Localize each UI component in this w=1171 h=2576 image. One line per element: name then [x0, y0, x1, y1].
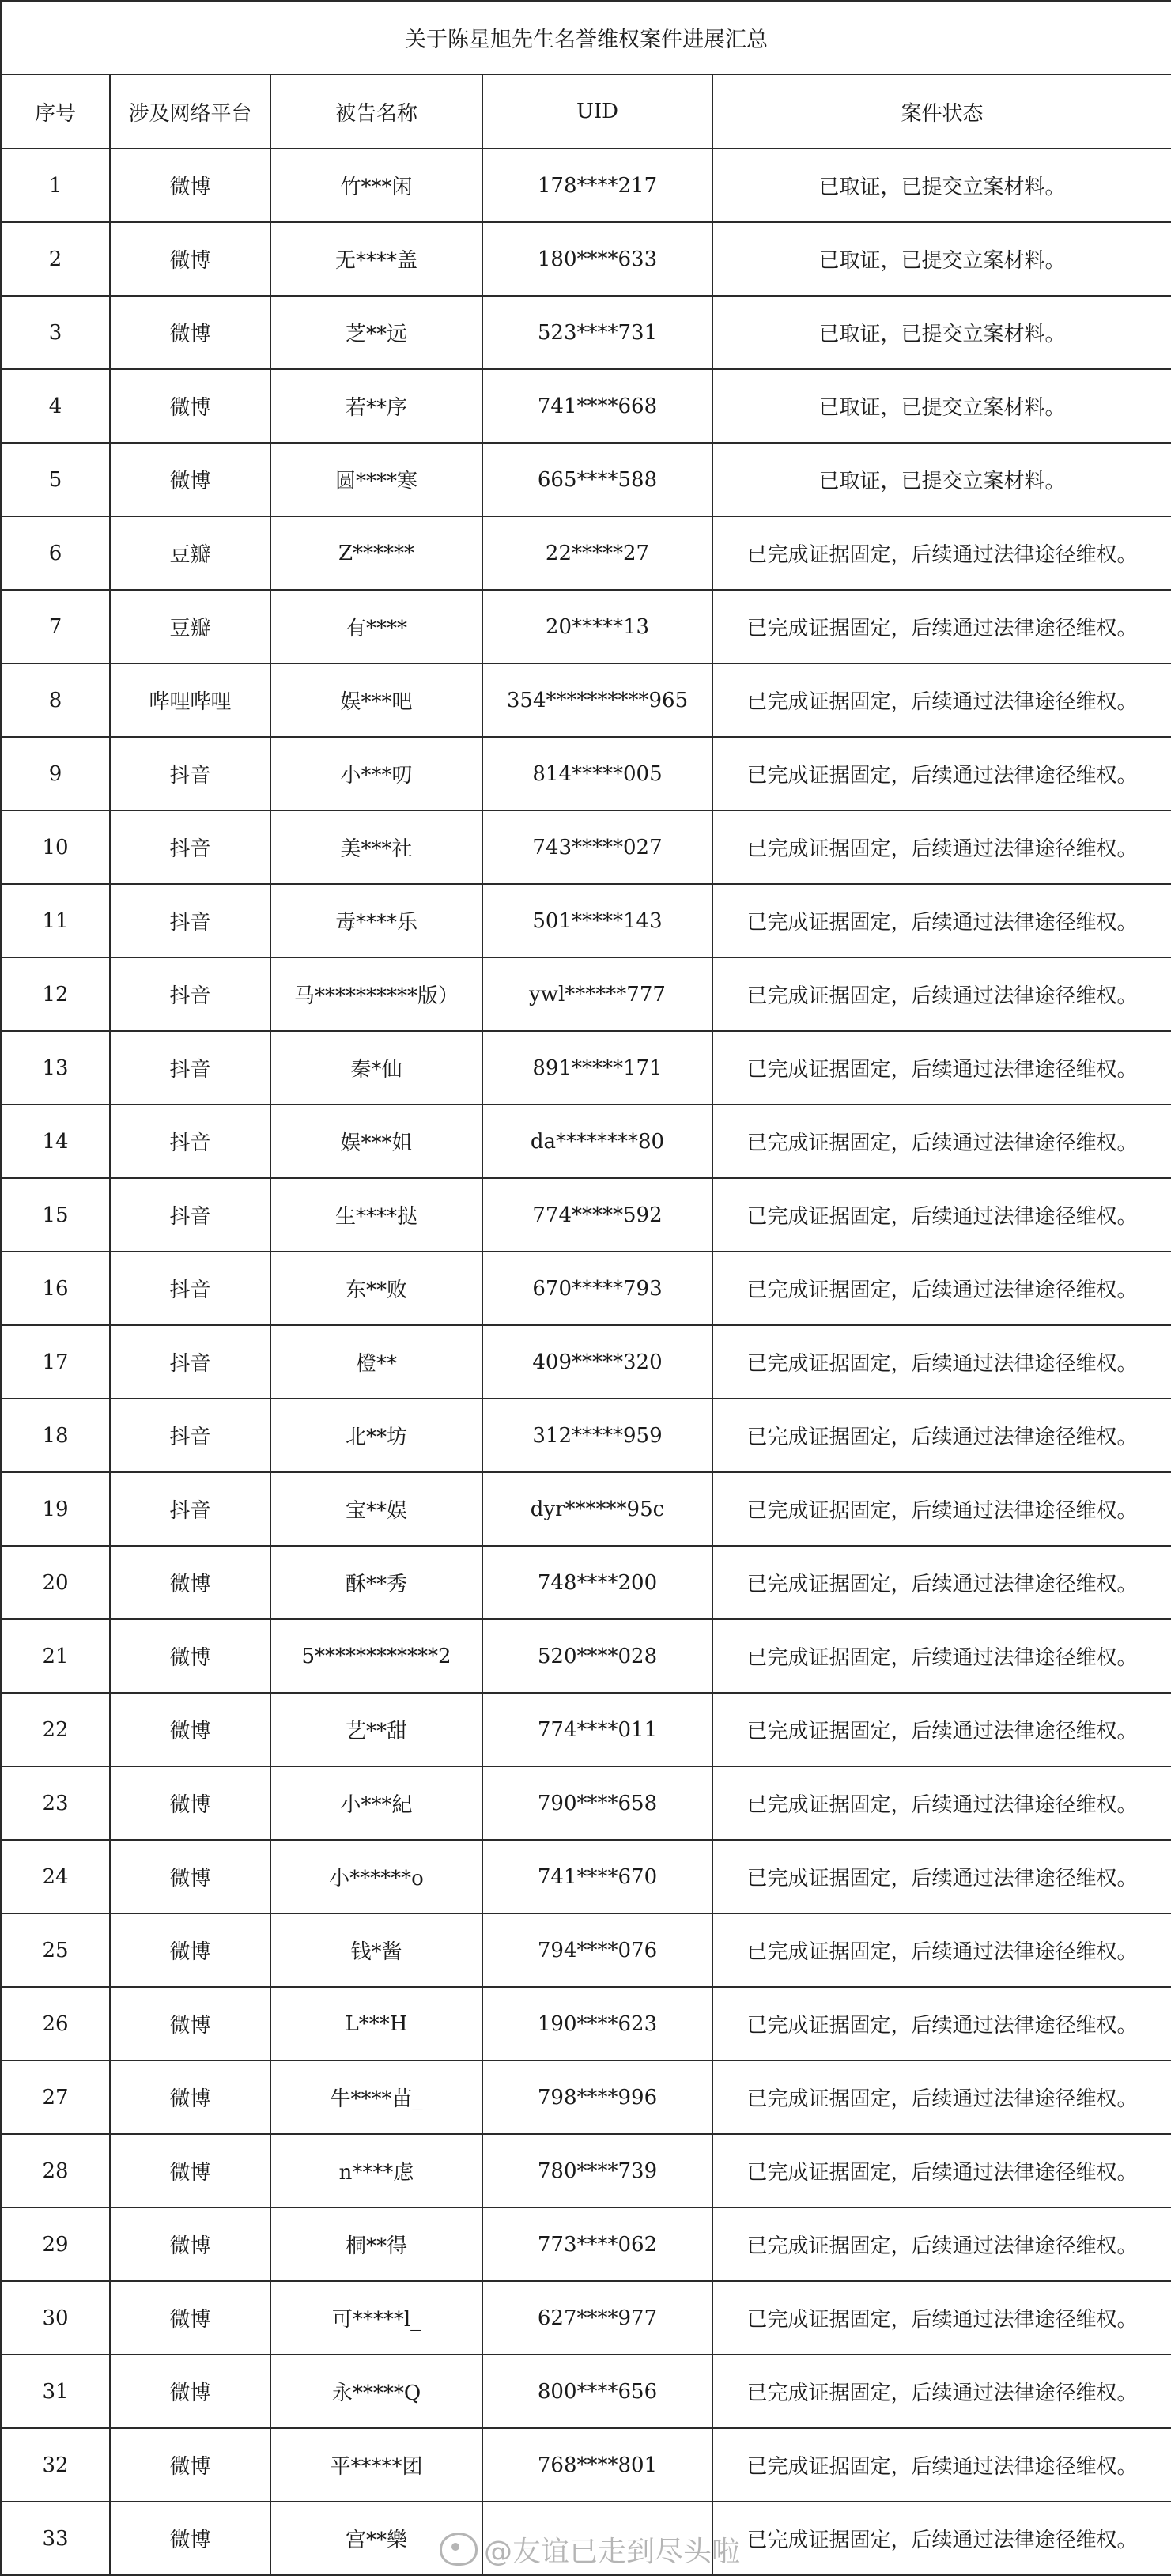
cell-uid: 409*****320: [482, 1325, 712, 1399]
table-row: [1, 443, 1171, 516]
cell-uid: 794****076: [482, 1913, 712, 1987]
cell-defendant: Z******: [270, 516, 482, 590]
cell-defendant: 牛****苗_: [270, 2060, 482, 2134]
cell-uid: 743*****027: [482, 810, 712, 884]
cell-status: 已完成证据固定，后续通过法律途径维权。: [712, 2428, 1171, 2502]
watermark-text: @友谊已走到尽头啦: [484, 2535, 741, 2568]
cell-defendant: 小***紀: [270, 1766, 482, 1840]
table-row: [1, 149, 1171, 222]
cell-platform: 哔哩哔哩: [110, 663, 270, 737]
cell-status: 已完成证据固定，后续通过法律途径维权。: [712, 2134, 1171, 2208]
cell-status: 已完成证据固定，后续通过法律途径维权。: [712, 1546, 1171, 1619]
cell-defendant: 永*****Q: [270, 2355, 482, 2428]
cell-uid: [482, 2502, 712, 2575]
cell-status: 已完成证据固定，后续通过法律途径维权。: [712, 1105, 1171, 1178]
cell-status: 已取证，已提交立案材料。: [712, 296, 1171, 369]
table-row: [1, 737, 1171, 810]
cell-index: 18: [1, 1399, 110, 1472]
cell-defendant: 北**坊: [270, 1399, 482, 1472]
cell-status: 已完成证据固定，后续通过法律途径维权。: [712, 2281, 1171, 2355]
cell-uid: 20*****13: [482, 590, 712, 663]
cell-platform: 豆瓣: [110, 516, 270, 590]
table-row: [1, 1178, 1171, 1252]
cell-platform: 抖音: [110, 1178, 270, 1252]
cell-index: 14: [1, 1105, 110, 1178]
cell-status: 已取证，已提交立案材料。: [712, 222, 1171, 296]
table-row: [1, 2208, 1171, 2281]
table-row: [1, 296, 1171, 369]
cell-platform: 抖音: [110, 737, 270, 810]
cell-status: 已取证，已提交立案材料。: [712, 149, 1171, 222]
cell-status: 已完成证据固定，后续通过法律途径维权。: [712, 1766, 1171, 1840]
cell-platform: 抖音: [110, 1325, 270, 1399]
cell-index: 7: [1, 590, 110, 663]
cell-defendant: 宫**樂: [270, 2502, 482, 2575]
cell-platform: 豆瓣: [110, 590, 270, 663]
table-row: [1, 1840, 1171, 1913]
header-index: 序号: [1, 74, 110, 149]
cell-status: 已完成证据固定，后续通过法律途径维权。: [712, 2355, 1171, 2428]
cell-platform: 微博: [110, 1619, 270, 1693]
cell-uid: 501*****143: [482, 884, 712, 958]
cell-uid: 741****668: [482, 369, 712, 443]
cell-index: 21: [1, 1619, 110, 1693]
table-row: [1, 2134, 1171, 2208]
cell-index: 8: [1, 663, 110, 737]
cell-uid: 665****588: [482, 443, 712, 516]
header-uid: UID: [482, 74, 712, 149]
table-row: [1, 369, 1171, 443]
cell-platform: 抖音: [110, 884, 270, 958]
table-row: [1, 1913, 1171, 1987]
cell-index: 28: [1, 2134, 110, 2208]
cell-status: 已完成证据固定，后续通过法律途径维权。: [712, 1252, 1171, 1325]
table-row: [1, 2428, 1171, 2502]
cell-index: 29: [1, 2208, 110, 2281]
cell-defendant: 芝**远: [270, 296, 482, 369]
header-platform: 涉及网络平台: [110, 74, 270, 149]
cell-platform: 抖音: [110, 1399, 270, 1472]
table-row: [1, 1766, 1171, 1840]
cell-status: 已完成证据固定，后续通过法律途径维权。: [712, 2208, 1171, 2281]
table-row: [1, 1546, 1171, 1619]
table-row: [1, 2502, 1171, 2575]
cell-index: 23: [1, 1766, 110, 1840]
cell-uid: 180****633: [482, 222, 712, 296]
table-row: [1, 1693, 1171, 1766]
cell-status: 已取证，已提交立案材料。: [712, 369, 1171, 443]
cell-status: 已完成证据固定，后续通过法律途径维权。: [712, 884, 1171, 958]
cell-index: 31: [1, 2355, 110, 2428]
title-row: [1, 1, 1171, 74]
cell-index: 30: [1, 2281, 110, 2355]
cell-platform: 抖音: [110, 1472, 270, 1546]
cell-platform: 微博: [110, 2134, 270, 2208]
cell-uid: 748****200: [482, 1546, 712, 1619]
cell-index: 1: [1, 149, 110, 222]
cell-uid: 774****011: [482, 1693, 712, 1766]
cell-status: 已完成证据固定，后续通过法律途径维权。: [712, 958, 1171, 1031]
header-status: 案件状态: [712, 74, 1171, 149]
cell-platform: 抖音: [110, 1031, 270, 1105]
cell-defendant: 桐**得: [270, 2208, 482, 2281]
table-row: [1, 2060, 1171, 2134]
table-row: [1, 1472, 1171, 1546]
cell-defendant: n****虑: [270, 2134, 482, 2208]
cell-status: 已完成证据固定，后续通过法律途径维权。: [712, 1913, 1171, 1987]
table-row: [1, 810, 1171, 884]
cell-index: 4: [1, 369, 110, 443]
cell-defendant: 艺**甜: [270, 1693, 482, 1766]
table-row: [1, 1252, 1171, 1325]
cell-platform: 微博: [110, 1840, 270, 1913]
cell-uid: ywl******777: [482, 958, 712, 1031]
cell-uid: 790****658: [482, 1766, 712, 1840]
cell-index: 33: [1, 2502, 110, 2575]
cell-defendant: 东**败: [270, 1252, 482, 1325]
cell-platform: 微博: [110, 2502, 270, 2575]
cell-defendant: 秦*仙: [270, 1031, 482, 1105]
cell-uid: 798****996: [482, 2060, 712, 2134]
cell-uid: 178****217: [482, 149, 712, 222]
cell-platform: 抖音: [110, 810, 270, 884]
cell-defendant: 毒****乐: [270, 884, 482, 958]
cell-index: 20: [1, 1546, 110, 1619]
cell-uid: 523****731: [482, 296, 712, 369]
table-row: [1, 884, 1171, 958]
table-row: [1, 2281, 1171, 2355]
cell-defendant: 有****: [270, 590, 482, 663]
cell-defendant: 小******o: [270, 1840, 482, 1913]
cell-index: 16: [1, 1252, 110, 1325]
table-body: [1, 149, 1171, 2575]
cell-platform: 微博: [110, 2060, 270, 2134]
cell-uid: 814*****005: [482, 737, 712, 810]
cell-uid: 354**********965: [482, 663, 712, 737]
table-row: [1, 1987, 1171, 2060]
cell-platform: 微博: [110, 1913, 270, 1987]
cell-status: 已完成证据固定，后续通过法律途径维权。: [712, 1031, 1171, 1105]
cell-uid: 190****623: [482, 1987, 712, 2060]
cell-defendant: 宝**娱: [270, 1472, 482, 1546]
cell-defendant: 5************2: [270, 1619, 482, 1693]
cell-status: 已完成证据固定，后续通过法律途径维权。: [712, 1840, 1171, 1913]
cell-status: 已完成证据固定，后续通过法律途径维权。: [712, 516, 1171, 590]
cell-defendant: 娱***姐: [270, 1105, 482, 1178]
cell-index: 2: [1, 222, 110, 296]
cell-uid: dyr******95c: [482, 1472, 712, 1546]
cell-uid: 780****739: [482, 2134, 712, 2208]
cell-index: 27: [1, 2060, 110, 2134]
cell-status: 已取证，已提交立案材料。: [712, 443, 1171, 516]
cell-uid: 773****062: [482, 2208, 712, 2281]
table-row: [1, 1399, 1171, 1472]
cell-uid: 891*****171: [482, 1031, 712, 1105]
cell-status: 已完成证据固定，后续通过法律途径维权。: [712, 1472, 1171, 1546]
table-row: [1, 222, 1171, 296]
cell-status: 已完成证据固定，后续通过法律途径维权。: [712, 2502, 1171, 2575]
header-row: [1, 74, 1171, 149]
cell-index: 24: [1, 1840, 110, 1913]
cell-index: 10: [1, 810, 110, 884]
cell-platform: 微博: [110, 1693, 270, 1766]
table-row: [1, 958, 1171, 1031]
table-row: [1, 1105, 1171, 1178]
cell-status: 已完成证据固定，后续通过法律途径维权。: [712, 1987, 1171, 2060]
cell-platform: 抖音: [110, 1252, 270, 1325]
cell-platform: 微博: [110, 149, 270, 222]
cell-defendant: 马**********版）: [270, 958, 482, 1031]
cell-defendant: 橙**: [270, 1325, 482, 1399]
cell-status: 已完成证据固定，后续通过法律途径维权。: [712, 1693, 1171, 1766]
cell-index: 6: [1, 516, 110, 590]
cell-uid: 768****801: [482, 2428, 712, 2502]
cell-uid: 670*****793: [482, 1252, 712, 1325]
cell-defendant: L***H: [270, 1987, 482, 2060]
cell-index: 26: [1, 1987, 110, 2060]
cell-defendant: 可*****l_: [270, 2281, 482, 2355]
cell-uid: 22*****27: [482, 516, 712, 590]
cell-index: 9: [1, 737, 110, 810]
cell-index: 5: [1, 443, 110, 516]
cell-status: 已完成证据固定，后续通过法律途径维权。: [712, 737, 1171, 810]
cell-status: 已完成证据固定，后续通过法律途径维权。: [712, 663, 1171, 737]
cell-status: 已完成证据固定，后续通过法律途径维权。: [712, 2060, 1171, 2134]
cell-uid: 627****977: [482, 2281, 712, 2355]
cell-index: 32: [1, 2428, 110, 2502]
cell-uid: 520****028: [482, 1619, 712, 1693]
cell-platform: 抖音: [110, 958, 270, 1031]
cell-platform: 微博: [110, 369, 270, 443]
cell-status: 已完成证据固定，后续通过法律途径维权。: [712, 1325, 1171, 1399]
cell-platform: 微博: [110, 1987, 270, 2060]
cell-index: 13: [1, 1031, 110, 1105]
cell-platform: 抖音: [110, 1105, 270, 1178]
cell-uid: 800****656: [482, 2355, 712, 2428]
cell-index: 12: [1, 958, 110, 1031]
cell-defendant: 圆****寒: [270, 443, 482, 516]
cell-defendant: 无****盖: [270, 222, 482, 296]
cell-platform: 微博: [110, 443, 270, 516]
cell-defendant: 钱*酱: [270, 1913, 482, 1987]
table-title: 关于陈星旭先生名誉维权案件进展汇总: [1, 1, 1171, 74]
table-row: [1, 1031, 1171, 1105]
cell-status: 已完成证据固定，后续通过法律途径维权。: [712, 590, 1171, 663]
cell-defendant: 美***社: [270, 810, 482, 884]
cell-platform: 微博: [110, 2281, 270, 2355]
cell-platform: 微博: [110, 296, 270, 369]
cell-platform: 微博: [110, 2355, 270, 2428]
cell-uid: 312*****959: [482, 1399, 712, 1472]
cell-index: 11: [1, 884, 110, 958]
cell-uid: da********80: [482, 1105, 712, 1178]
table-row: [1, 1619, 1171, 1693]
cell-platform: 微博: [110, 1766, 270, 1840]
cell-status: 已完成证据固定，后续通过法律途径维权。: [712, 1619, 1171, 1693]
cell-status: 已完成证据固定，后续通过法律途径维权。: [712, 1399, 1171, 1472]
cell-index: 19: [1, 1472, 110, 1546]
cell-defendant: 酥**秀: [270, 1546, 482, 1619]
cell-defendant: 小***叨: [270, 737, 482, 810]
cell-defendant: 若**序: [270, 369, 482, 443]
cell-platform: 微博: [110, 222, 270, 296]
table-row: [1, 663, 1171, 737]
table-row: [1, 1325, 1171, 1399]
header-defendant: 被告名称: [270, 74, 482, 149]
cell-index: 25: [1, 1913, 110, 1987]
cell-index: 3: [1, 296, 110, 369]
cell-uid: 774*****592: [482, 1178, 712, 1252]
cell-status: 已完成证据固定，后续通过法律途径维权。: [712, 810, 1171, 884]
cell-index: 15: [1, 1178, 110, 1252]
cell-platform: 微博: [110, 1546, 270, 1619]
cell-index: 22: [1, 1693, 110, 1766]
table-row: [1, 2355, 1171, 2428]
cell-index: 17: [1, 1325, 110, 1399]
cell-defendant: 娱***吧: [270, 663, 482, 737]
cell-defendant: 竹***闲: [270, 149, 482, 222]
table-row: [1, 590, 1171, 663]
cell-platform: 微博: [110, 2208, 270, 2281]
cell-defendant: 平*****团: [270, 2428, 482, 2502]
cell-uid: 741****670: [482, 1840, 712, 1913]
cell-defendant: 生****挞: [270, 1178, 482, 1252]
cell-platform: 微博: [110, 2428, 270, 2502]
cell-status: 已完成证据固定，后续通过法律途径维权。: [712, 1178, 1171, 1252]
table-row: [1, 516, 1171, 590]
